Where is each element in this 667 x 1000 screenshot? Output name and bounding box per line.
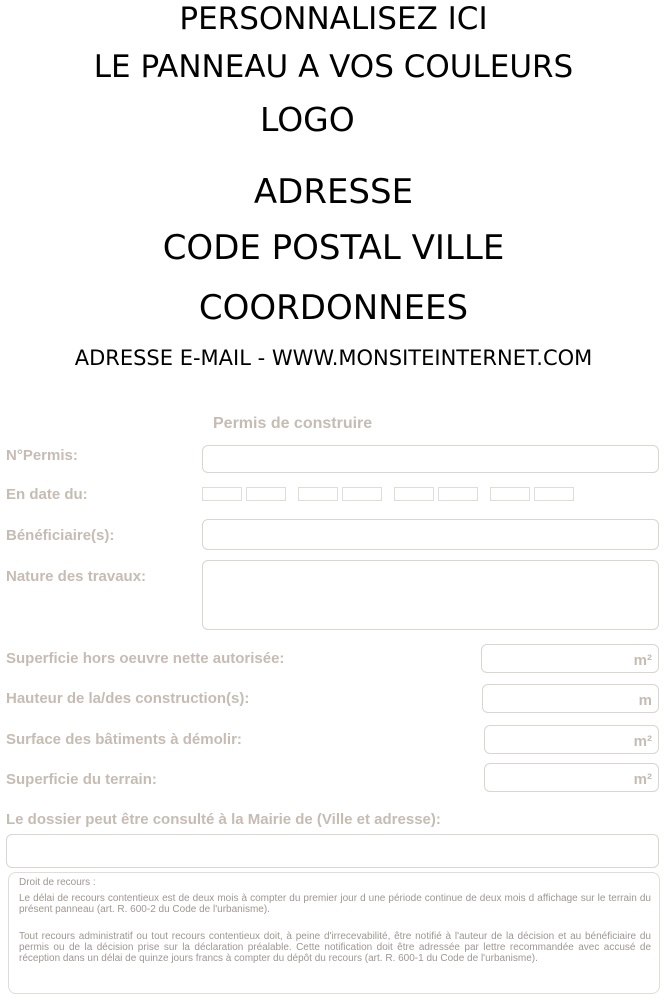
permis-field[interactable] — [202, 445, 659, 473]
hauteur-field[interactable] — [482, 684, 659, 713]
permis-label: N°Permis: — [6, 447, 78, 464]
date-label: En date du: — [6, 486, 88, 503]
coordinates-line: COORDONNEES — [198, 288, 469, 328]
email-website-line: ADRESSE E-MAIL - WWW.MONSITEINTERNET.COM — [74, 346, 593, 370]
nature-field[interactable] — [202, 560, 659, 630]
date-digit-box[interactable] — [438, 487, 478, 501]
date-digit-box[interactable] — [490, 487, 530, 501]
date-digit-box[interactable] — [394, 487, 434, 501]
superficie-label: Superficie hors oeuvre nette autorisée: — [6, 650, 285, 667]
hauteur-unit: m — [638, 692, 652, 709]
date-digit-box[interactable] — [342, 487, 382, 501]
terrain-label: Superficie du terrain: — [6, 771, 157, 788]
date-digit-box[interactable] — [246, 487, 286, 501]
recours-box — [8, 872, 660, 994]
date-digit-box[interactable] — [534, 487, 574, 501]
recours-paragraph-2: Tout recours administratif ou tout recours contentieux doit, à peine d'irrecevabilité, être notifié à l'auteur de la décision et au bénéficiaire du permis ou de la décision prise sur la déclaration préalable. Cette notification doit être adressée par lettre recommandée avec accusé de réception dans un délai de quinze jours francs à compter du dépôt du recours (art. R. 600-1 du Code de l'urbanisme). — [19, 931, 651, 964]
surface-unit: m² — [633, 733, 652, 750]
superficie-field[interactable] — [481, 644, 659, 673]
dossier-label: Le dossier peut être consulté à la Mairie de (Ville et adresse): — [6, 811, 441, 828]
hauteur-label: Hauteur de la/des construction(s): — [6, 690, 250, 707]
date-digit-box[interactable] — [202, 487, 242, 501]
beneficiaire-label: Bénéficiaire(s): — [6, 527, 115, 544]
header-line-1: PERSONNALISEZ ICI — [179, 1, 488, 37]
recours-title: Droit de recours : — [19, 877, 96, 888]
terrain-field[interactable] — [484, 763, 659, 792]
surface-label: Surface des bâtiments à démolir: — [6, 731, 242, 748]
superficie-unit: m² — [633, 652, 652, 669]
address-line: ADRESSE — [253, 172, 414, 212]
nature-label: Nature des travaux: — [6, 568, 147, 585]
postal-city-line: CODE POSTAL VILLE — [162, 228, 505, 268]
dossier-field[interactable] — [6, 834, 659, 868]
logo-placeholder: LOGO — [260, 100, 355, 139]
surface-field[interactable] — [484, 725, 659, 754]
form-title: Permis de construire — [213, 415, 373, 432]
terrain-unit: m² — [633, 771, 652, 788]
header-line-2: LE PANNEAU A VOS COULEURS — [93, 49, 574, 85]
beneficiaire-field[interactable] — [202, 519, 659, 550]
date-digit-box[interactable] — [298, 487, 338, 501]
recours-paragraph-1: Le délai de recours contentieux est de deux mois à compter du premier jour d une période continue de deux mois d affichage sur le terrain du présent panneau (art. R. 600-2 du Code de l'urbanisme). — [19, 893, 651, 915]
